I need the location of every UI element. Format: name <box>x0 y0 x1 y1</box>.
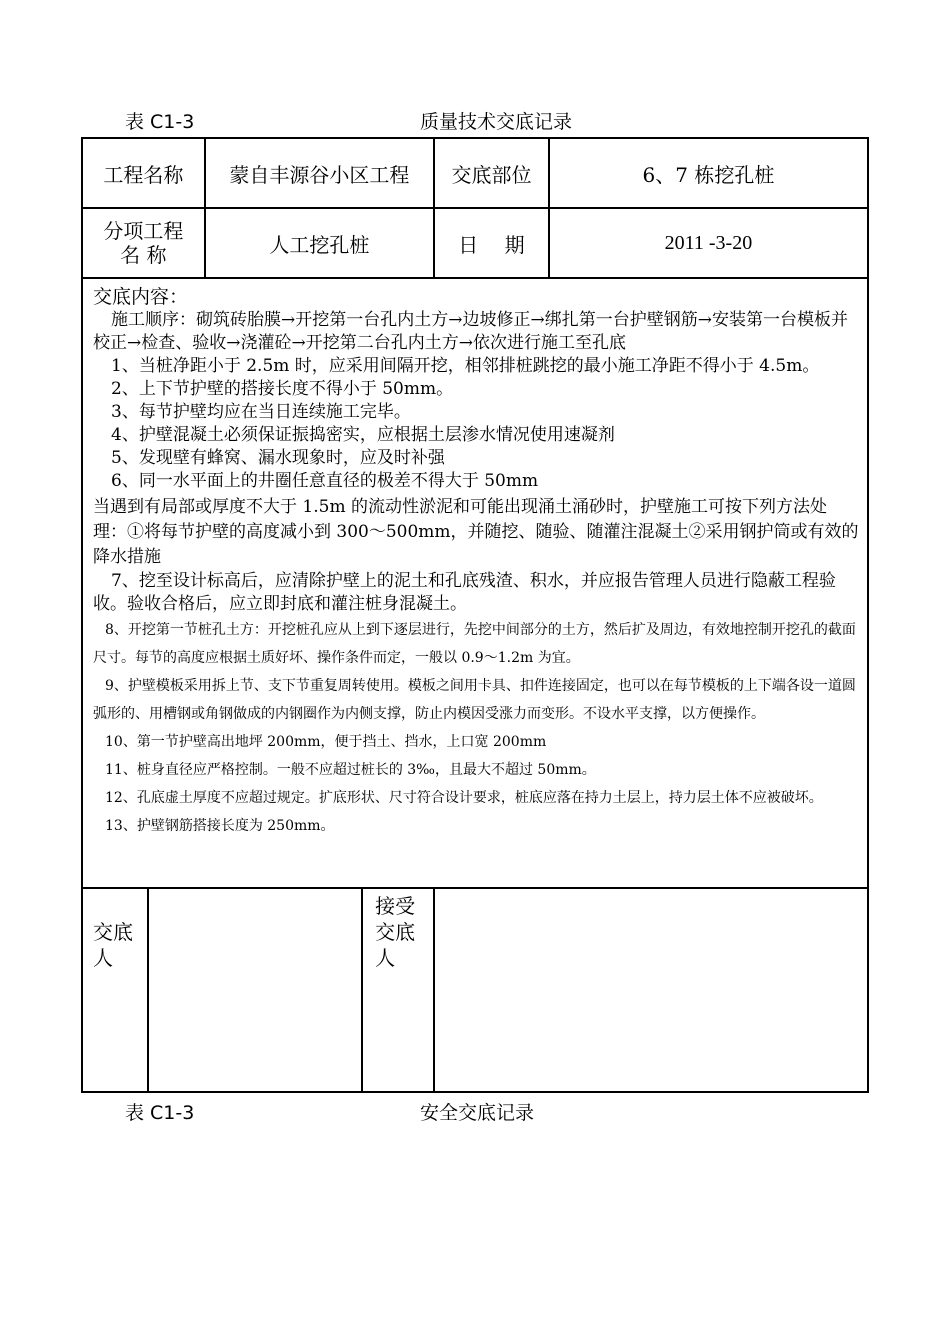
content-heading: 交底内容： <box>93 286 189 308</box>
project-value: 蒙自丰源谷小区工程 <box>205 138 434 208</box>
content-line-small: 10、第一节护壁高出地坪 200mm，便于挡土、挡水，上口宽 200mm <box>105 734 547 750</box>
content-line: 2、上下节护壁的搭接长度不得小于 50mm。 <box>111 379 454 399</box>
receiver-label: 接受交底人 <box>362 888 434 1092</box>
date-label: 日 期 <box>434 208 549 278</box>
content-line: 7、挖至设计标高后，应清除护壁上的泥土和孔底残渣、积水，并应报告管理人员进行隐蔽工程验收。验收合格后，应立即封底和灌注桩身混凝土。 <box>93 571 836 614</box>
sub-label-line2: 名 称 <box>120 243 167 267</box>
content-line: 1、当桩净距小于 2.5m 时，应采用间隔开挖，相邻排桩跳挖的最小施工净距不得小于 4.5m。 <box>111 356 820 376</box>
content-line: 4、护壁混凝土必须保证振捣密实，应根据土层渗水情况使用速凝剂 <box>111 425 615 445</box>
next-form-title: 安全交底记录 <box>420 1102 535 1124</box>
content-line-small: 12、孔底虚土厚度不应超过规定。扩底形状、尺寸符合设计要求，桩底应落在持力土层上，持力层土体不应被破坏。 <box>105 790 823 806</box>
content-line-small: 13、护壁钢筋搭接长度为 250mm。 <box>105 818 335 834</box>
form-code: 表 C1-3 <box>125 111 195 133</box>
content-cell <box>82 278 868 888</box>
date-value: 2011 -3-20 <box>549 208 868 278</box>
form-header <box>0 107 950 137</box>
content-line: 3、每节护壁均应在当日连续施工完毕。 <box>111 402 411 422</box>
record-table <box>81 137 869 1093</box>
part-label: 交底部位 <box>434 138 549 208</box>
sub-value: 人工挖孔桩 <box>205 208 434 278</box>
content-line-small: 8、开挖第一节桩孔土方：开挖桩孔应从上到下逐层进行，先挖中间部分的土方，然后扩及周边，有效地控制开挖孔的截面尺寸。每节的高度应根据土质好坏、操作条件而定，一般以 0.9～1.2m 为宜。 <box>93 622 856 666</box>
sub-label-line1: 分项工程 <box>103 219 184 243</box>
sub-label <box>82 208 205 278</box>
part-value: 6、7 栋挖孔桩 <box>549 138 868 208</box>
content-line: 施工顺序：砌筑砖胎膜→开挖第一台孔内土方→边坡修正→绑扎第一台护壁钢筋→安装第一台模板并校正→检查、验收→浇灌砼→开挖第二台孔内土方→依次进行施工至孔底 <box>93 310 848 353</box>
next-form-code: 表 C1-3 <box>125 1102 195 1124</box>
content-line-small: 11、桩身直径应严格控制。一般不应超过桩长的 3‰，且最大不超过 50mm。 <box>105 762 596 778</box>
giver-label: 交底人 <box>82 888 148 1092</box>
giver-signature-field[interactable] <box>148 888 362 1092</box>
content-line: 当遇到有局部或厚度不大于 1.5m 的流动性淤泥和可能出现涌土涌砂时，护壁施工可按下列方法处理：①将每节护壁的高度减小到 300～500mm，并随挖、随验、随灌注混凝土②采用钢护筒或有效的降水措施 <box>93 497 859 567</box>
next-form-header <box>0 1098 950 1128</box>
content-line: 6、同一水平面上的井圈任意直径的极差不得大于 50mm <box>111 471 539 491</box>
project-label: 工程名称 <box>82 138 205 208</box>
form-title: 质量技术交底记录 <box>420 111 573 133</box>
receiver-signature-field[interactable] <box>434 888 868 1092</box>
content-line-small: 9、护壁模板采用拆上节、支下节重复周转使用。模板之间用卡具、扣件连接固定，也可以在每节模板的上下端各设一道圆弧形的、用槽钢或角钢做成的内钢圈作为内侧支撑，防止内模因受涨力而变形。不设水平支撑，以方便操作。 <box>93 678 856 722</box>
content-line: 5、发现壁有蜂窝、漏水现象时，应及时补强 <box>111 448 445 468</box>
